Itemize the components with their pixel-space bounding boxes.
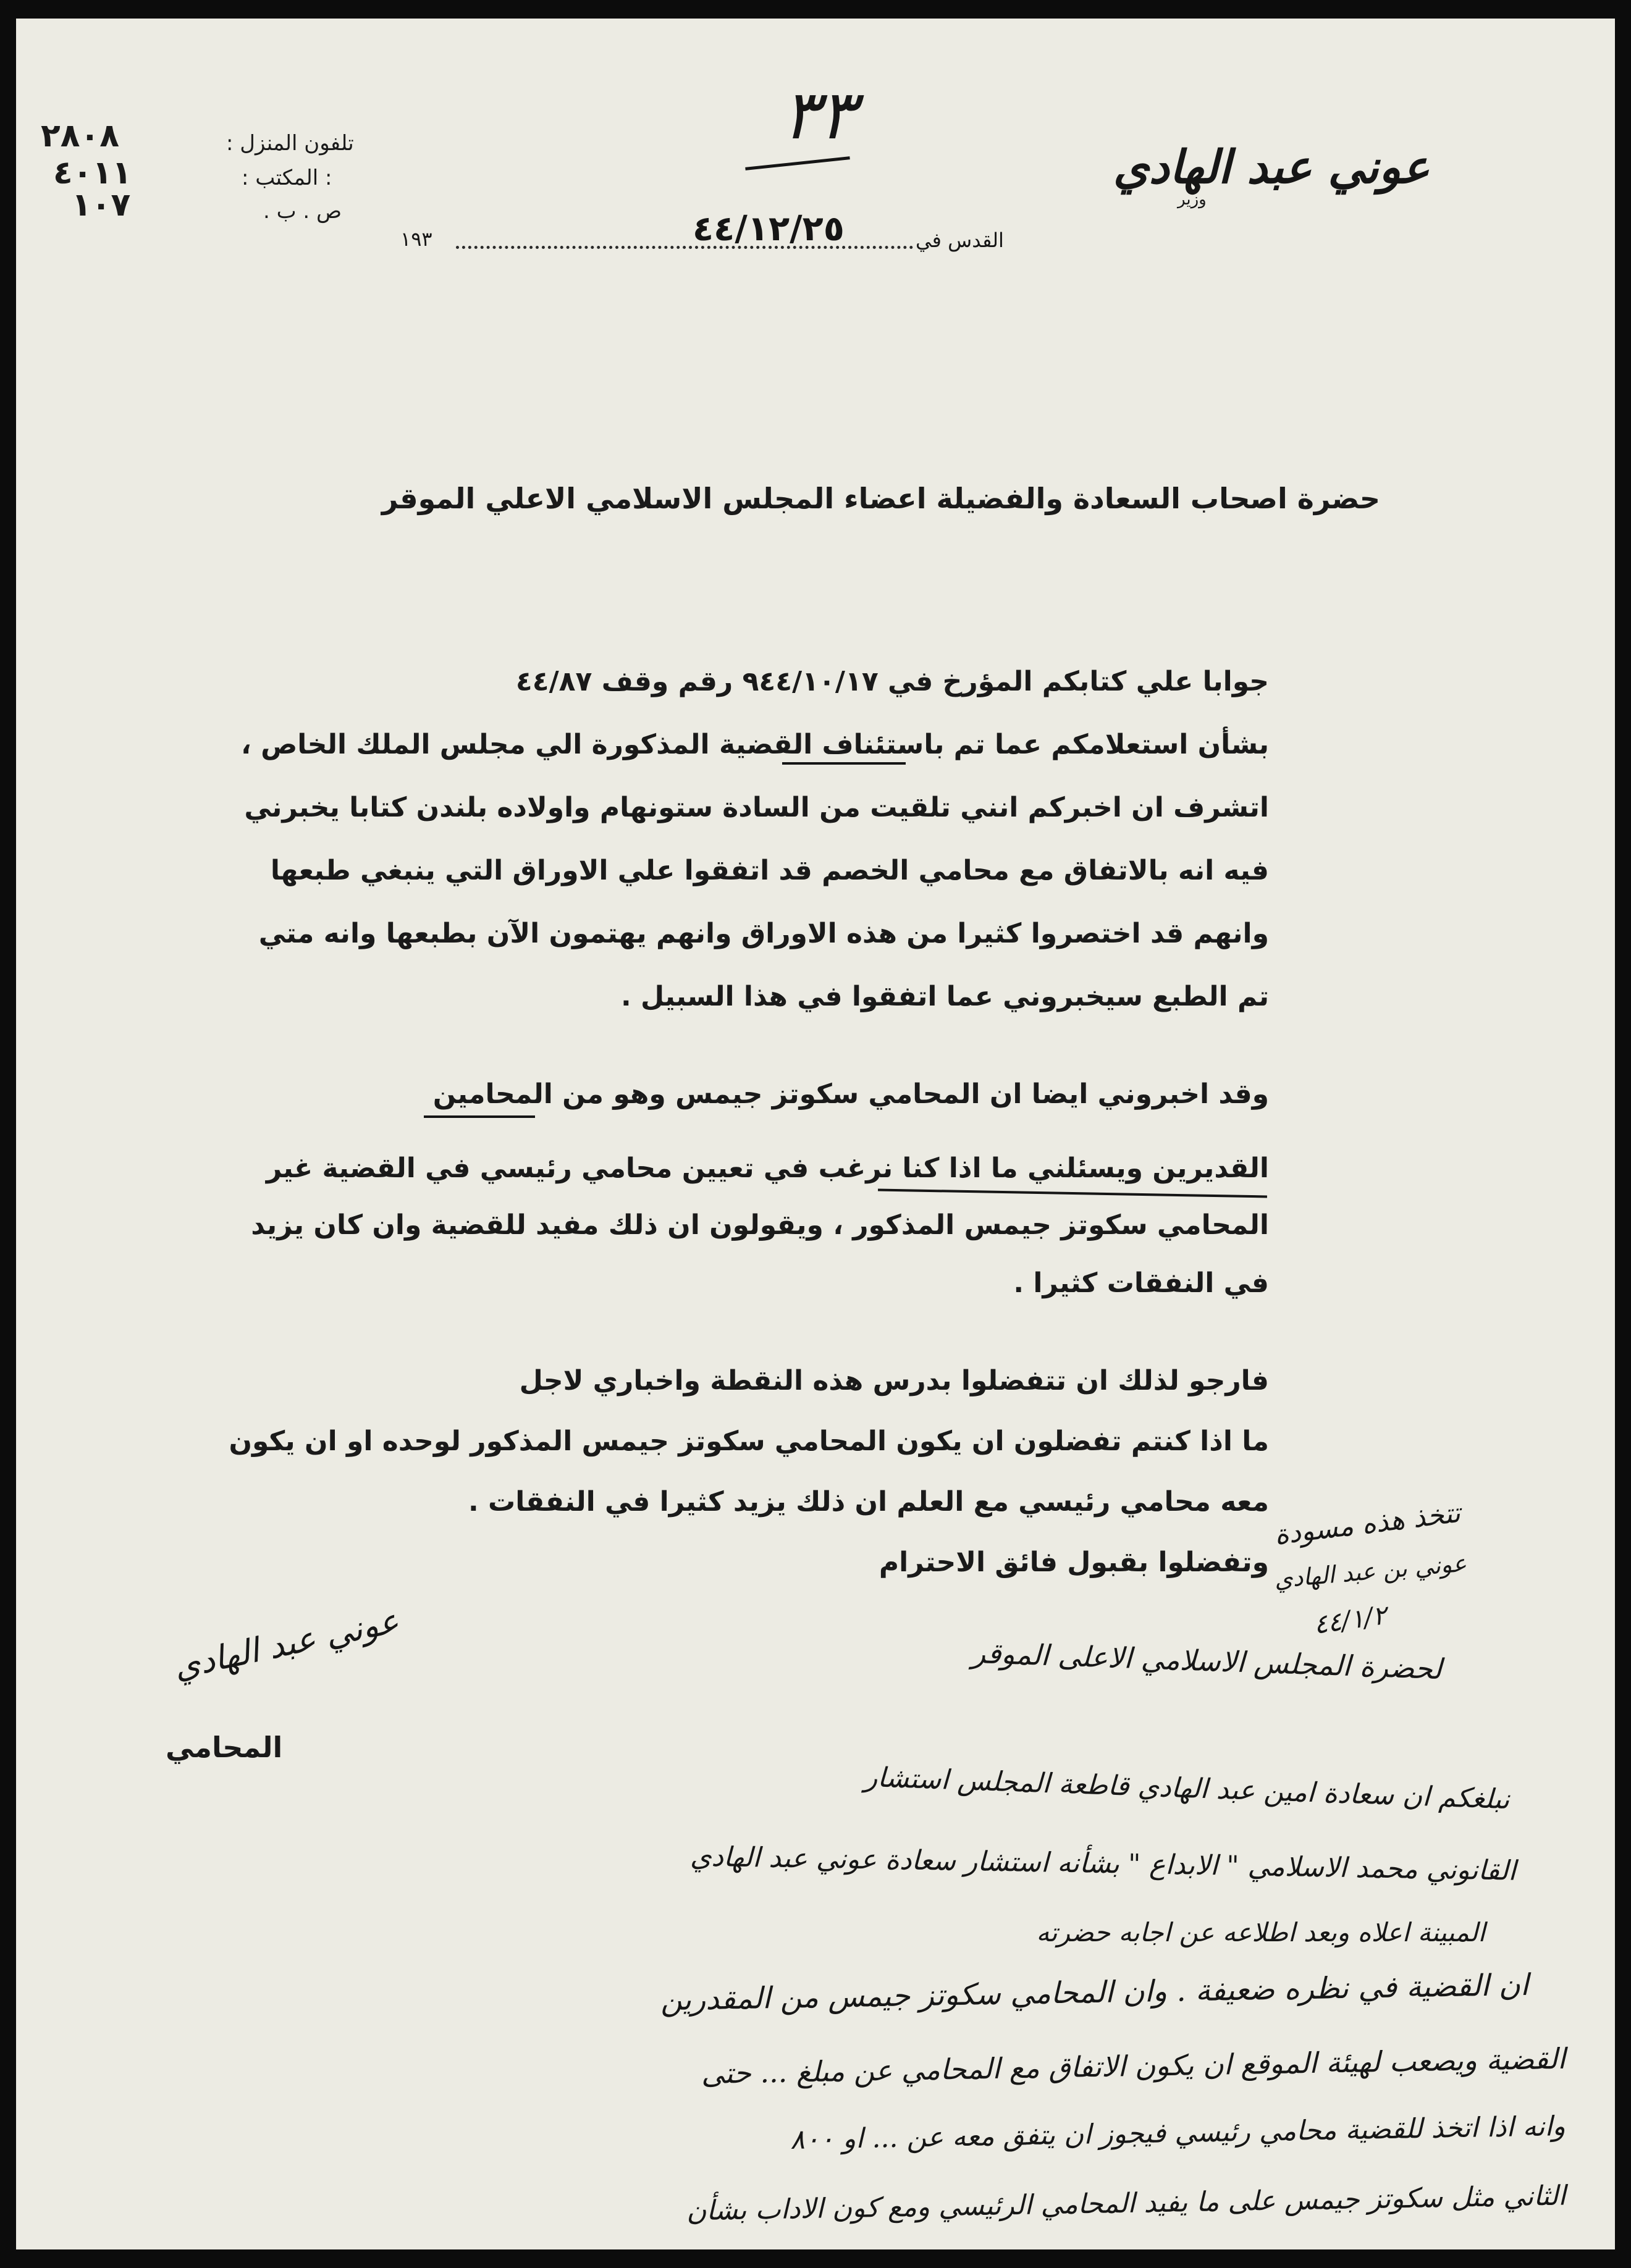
letter-page (16, 19, 1615, 2249)
page-number-stroke (745, 156, 850, 170)
body-line: بشأن استعلامكم عما تم باستئناف القضية المذكورة الي مجلس الملك الخاص ، (241, 729, 1269, 760)
body-line: جوابا علي كتابكم المؤرخ في ٩٤٤/١٠/١٧ رقم وقف ٤٤/٨٧ (515, 666, 1269, 697)
sign-title: المحامي (166, 1731, 283, 1764)
letterhead-title: وزير (1178, 190, 1207, 209)
underline-mark (424, 1115, 535, 1118)
draft-line: الثاني مثل سكوتز جيمس على ما يفيد المحامي الرئيسي ومع كون الاداب بشأن (686, 2180, 1566, 2227)
draft-addressee: لحضرة المجلس الاسلامي الاعلى الموقر (971, 1636, 1443, 1686)
letterhead-name: عوني عبد الهادي (1113, 141, 1430, 194)
pobox-label: ص . ب . (263, 199, 342, 224)
draft-line: المبينة اعلاه وبعد اطلاعه عن اجابه حضرته (1036, 1917, 1485, 1947)
draft-line: القانوني محمد الاسلامي " الابداع " بشأنه استشار سعادة عوني عبد الهادي (689, 1841, 1517, 1887)
phone-office-label: : المكتب : (242, 166, 332, 190)
closing: وتفضلوا بقبول فائق الاحترام (879, 1547, 1269, 1578)
margin-note: عوني بن عبد الهادي (1273, 1549, 1468, 1594)
body-line: فيه انه بالاتفاق مع محامي الخصم قد اتفقوا علي الاوراق التي ينبغي طبعها (270, 855, 1269, 886)
draft-line: القضية ويصعب لهيئة الموقع ان يكون الاتفاق مع المحامي عن مبلغ ... حتى (701, 2041, 1566, 2091)
phone-office-value: ٤٠١١ (53, 154, 132, 191)
body-line: ما اذا كنتم تفضلون ان يكون المحامي سكوتز جيمس المذكور لوحده او ان يكون (229, 1426, 1269, 1457)
body-line: المحامي سكوتز جيمس المذكور ، ويقولون ان ذلك مفيد للقضية وان كان يزيد (251, 1209, 1269, 1241)
margin-date: ٤٤/١/٢ (1312, 1599, 1389, 1640)
body-line: القديرين ويسئلني ما اذا كنا نرغب في تعيين محامي رئيسي في القضية غير (266, 1153, 1269, 1184)
underline-mark (782, 762, 906, 765)
place-label: القدس في (916, 229, 1004, 252)
draft-line: وانه اذا اتخذ للقضية محامي رئيسي فيجوز ان يتفق معه عن ... او ٨٠٠ (790, 2110, 1566, 2156)
salutation: حضرة اصحاب السعادة والفضيلة اعضاء المجلس الاسلامي الاعلي الموقر (381, 482, 1380, 515)
date-value: ٤٤/١٢/٢٥ (693, 209, 845, 249)
underline-mark (878, 1189, 1267, 1198)
body-line: في النفقات كثيرا . (1013, 1267, 1269, 1299)
draft-line: نبلغكم ان سعادة امين عبد الهادي قاطعة المجلس استشار (864, 1761, 1511, 1816)
phone-home-value: ٢٨٠٨ (41, 117, 119, 154)
phone-home-label: تلفون المنزل : (226, 131, 354, 156)
draft-line: ان القضية في نظره ضعيفة . وان المحامي سكوتز جيمس من المقدرين (660, 1967, 1529, 2018)
body-line: تم الطبع سيخبروني عما اتفقوا في هذا السبيل . (620, 981, 1269, 1012)
signature: عوني عبد الهادي (170, 1601, 402, 1687)
margin-note: تتخذ هذه مسودة (1273, 1497, 1462, 1552)
year-prefix: ١٩٣ (400, 227, 432, 251)
date-underline (456, 246, 913, 249)
body-line: فارجو لذلك ان تتفضلوا بدرس هذه النقطة واخباري لاجل (519, 1365, 1269, 1396)
body-line: وقد اخبروني ايضا ان المحامي سكوتز جيمس وهو من المحامين (432, 1078, 1269, 1110)
body-line: اتشرف ان اخبركم انني تلقيت من السادة ستونهام واولاده بلندن كتابا يخبرني (244, 792, 1269, 823)
page-number: ٣٣ (782, 75, 856, 154)
body-line: معه محامي رئيسي مع العلم ان ذلك يزيد كثيرا في النفقات . (468, 1486, 1269, 1518)
body-line: وانهم قد اختصروا كثيرا من هذه الاوراق وانهم يهتمون الآن بطبعها وانه متي (258, 918, 1269, 949)
pobox-value: ١٠٧ (72, 187, 131, 224)
